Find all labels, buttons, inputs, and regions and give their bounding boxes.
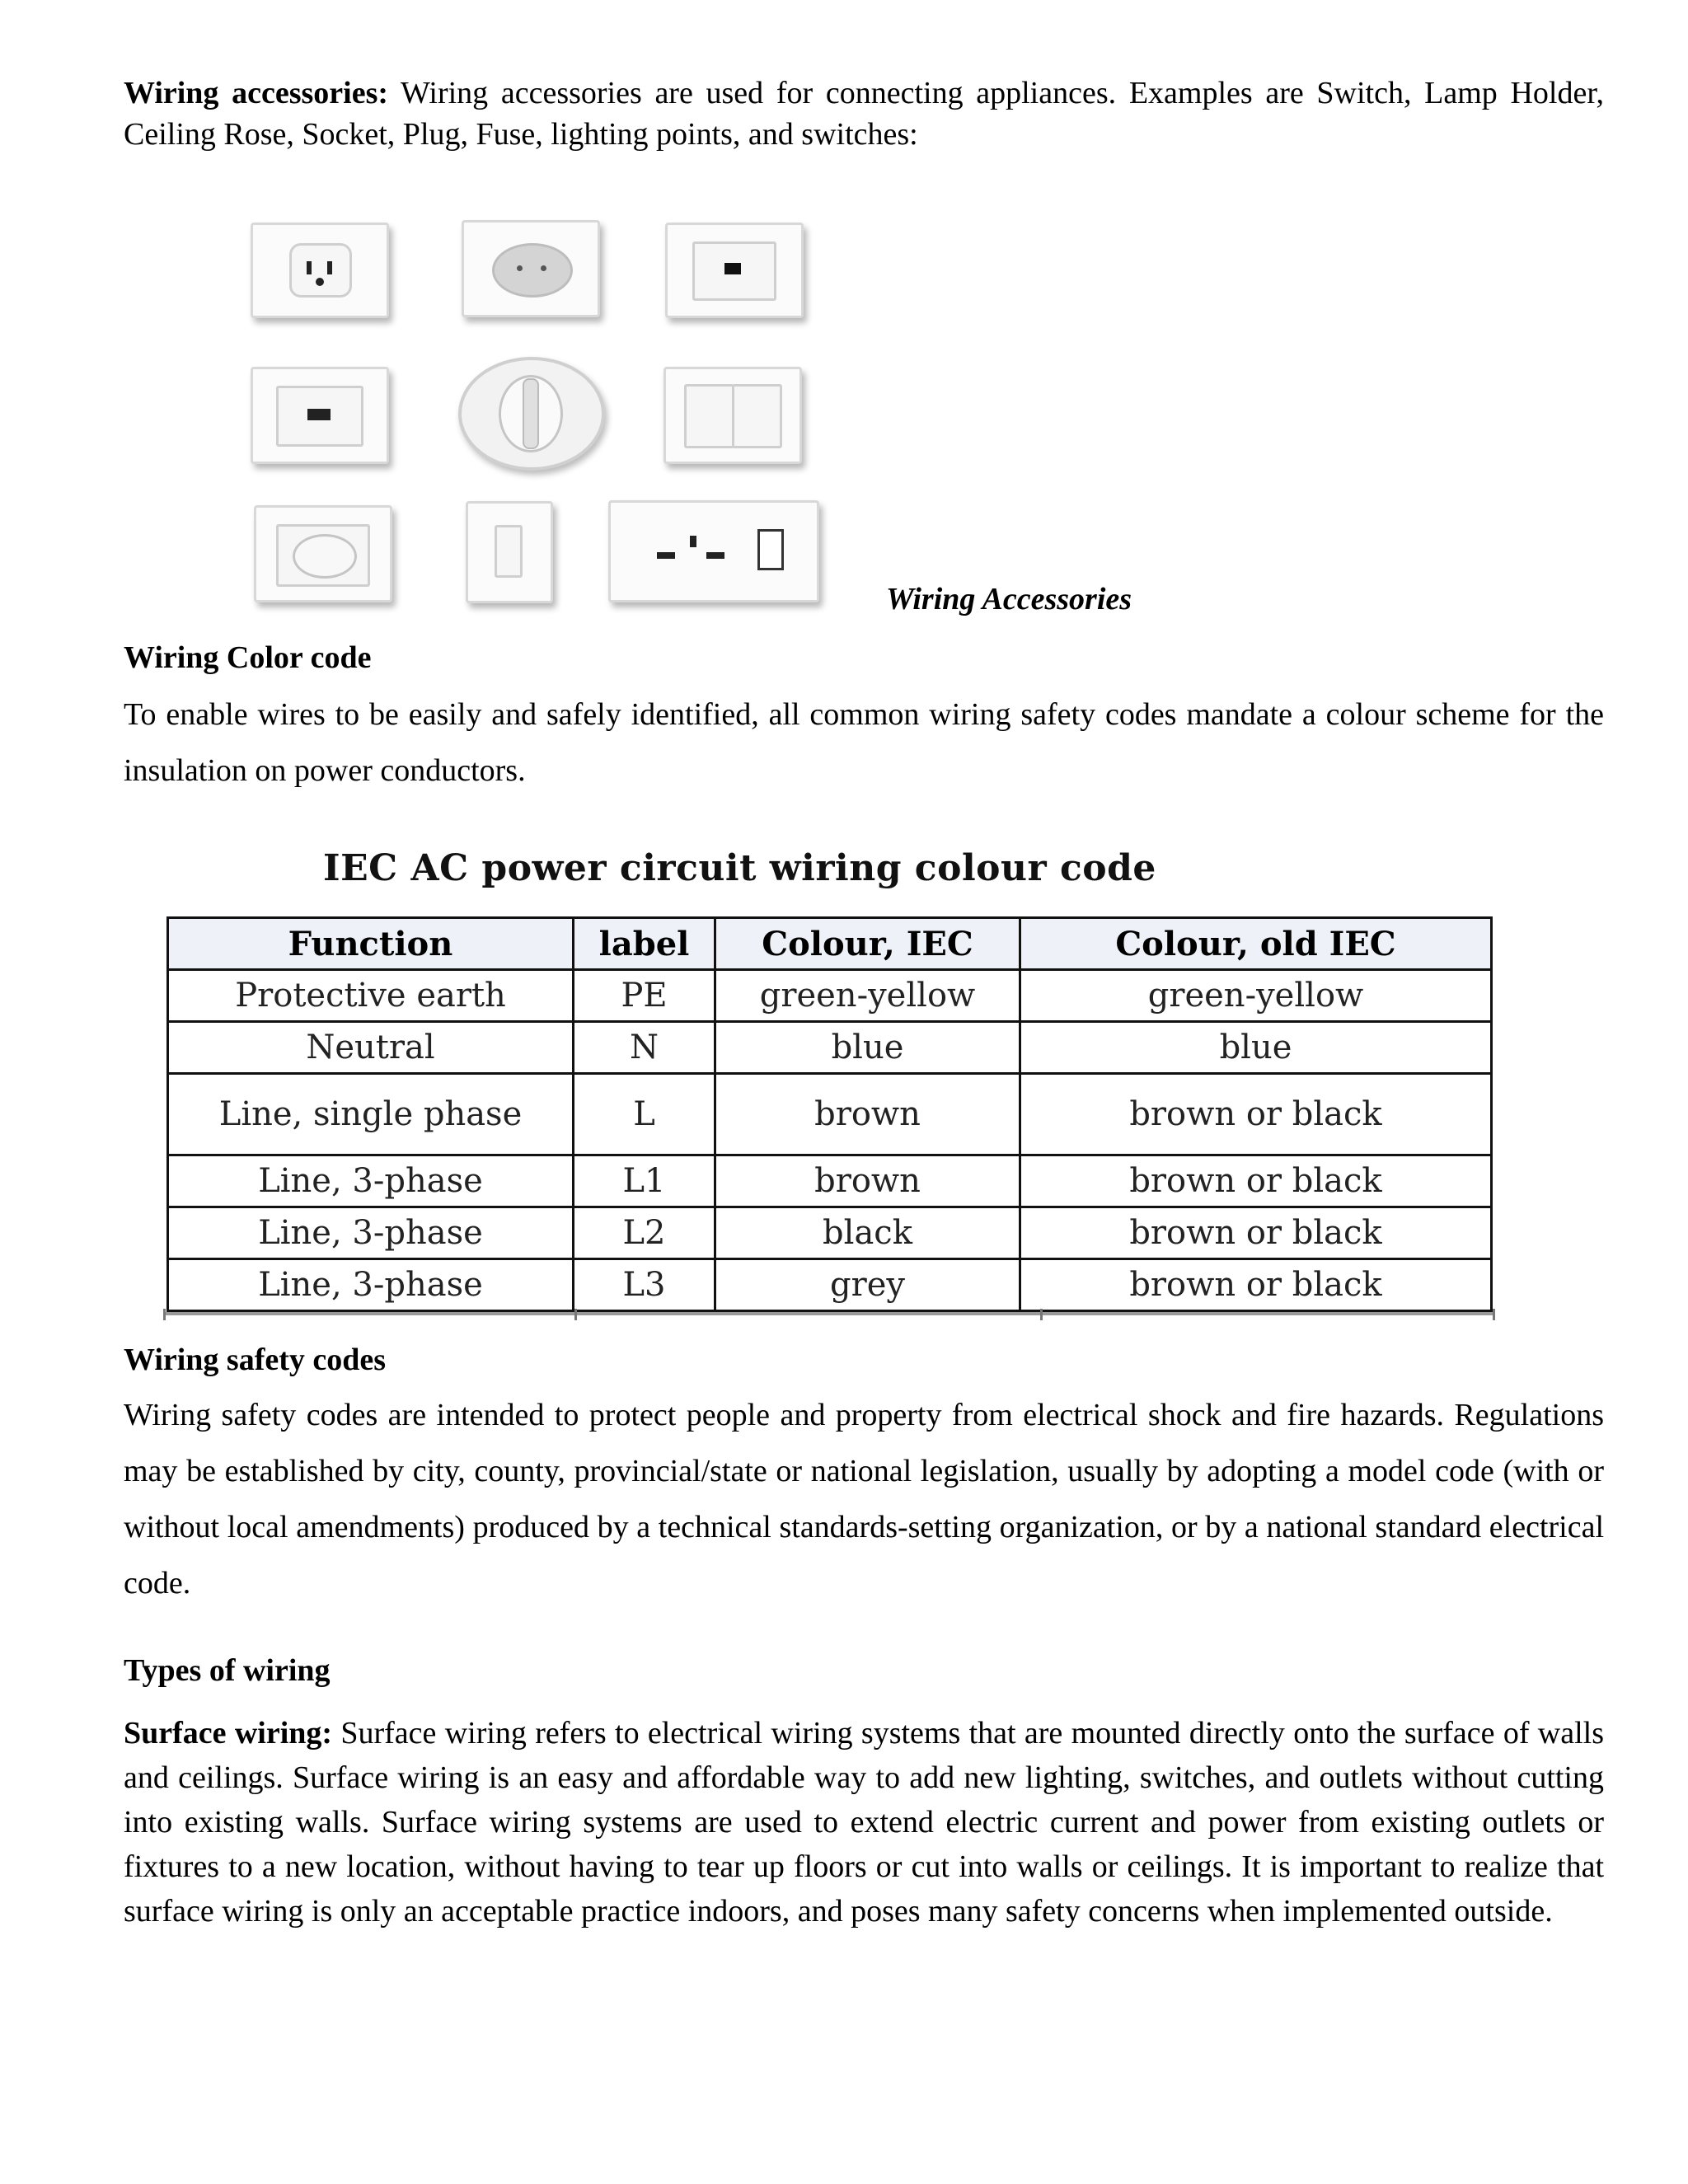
table-row <box>168 970 1492 1022</box>
table-cell: black <box>715 1207 1020 1259</box>
types-of-wiring-heading: Types of wiring <box>124 1653 331 1688</box>
round-button-switch-tile <box>254 505 392 602</box>
iec-table-title: IEC AC power circuit wiring colour code <box>323 847 1156 889</box>
double-switch-tile <box>663 367 802 464</box>
safety-codes-heading: Wiring safety codes <box>124 1343 387 1377</box>
table-cell: brown or black <box>1020 1155 1492 1207</box>
table-cell: PE <box>574 970 715 1022</box>
table-header-row <box>168 918 1492 970</box>
euro-socket-tile <box>462 220 600 317</box>
surface-wiring-paragraph <box>124 1711 1604 1933</box>
surface-wiring-heading: Surface wiring: <box>124 1716 333 1750</box>
intro-text: Wiring accessories are used for connecting appliances. Examples are Switch, Lamp Holder, Ceiling Rose, Socket, Plug, Fuse, lighting points, and switches: <box>124 76 1604 152</box>
uk-switched-socket-tile <box>608 500 819 602</box>
table-cell: L1 <box>574 1155 715 1207</box>
table-row <box>168 1259 1492 1311</box>
column-header-label: label <box>574 918 715 970</box>
table-bottom-rule <box>163 1312 1495 1315</box>
column-header-function: Function <box>168 918 574 970</box>
table-cell: brown or black <box>1020 1259 1492 1311</box>
figure-caption: Wiring Accessories <box>886 582 1132 616</box>
table-rule-tick <box>163 1309 166 1320</box>
rotary-dimmer-tile <box>458 357 605 471</box>
table-row <box>168 1074 1492 1155</box>
table-cell: Line, single phase <box>168 1074 574 1155</box>
table-cell: brown or black <box>1020 1207 1492 1259</box>
table-cell: grey <box>715 1259 1020 1311</box>
table-rule-tick <box>574 1309 577 1320</box>
color-code-heading: Wiring Color code <box>124 640 372 675</box>
table-cell: brown <box>715 1074 1020 1155</box>
table-cell: L2 <box>574 1207 715 1259</box>
table-cell: brown or black <box>1020 1074 1492 1155</box>
single-rocker-switch-tile <box>466 501 553 603</box>
table-cell: green-yellow <box>715 970 1020 1022</box>
table-cell: L <box>574 1074 715 1155</box>
table-rule-tick <box>1493 1309 1495 1320</box>
color-code-paragraph: To enable wires to be easily and safely identified, all common wiring safety codes mandate a colour scheme for the insulation on power conductors. <box>124 697 1604 788</box>
table-cell: Line, 3-phase <box>168 1155 574 1207</box>
table-row <box>168 1155 1492 1207</box>
ethernet-socket-tile <box>251 367 389 464</box>
table-rule-tick <box>1040 1309 1043 1320</box>
table-cell: Line, 3-phase <box>168 1259 574 1311</box>
table-cell: Line, 3-phase <box>168 1207 574 1259</box>
table-cell: green-yellow <box>1020 970 1492 1022</box>
table-cell: blue <box>1020 1022 1492 1074</box>
table-cell: brown <box>715 1155 1020 1207</box>
table-cell: blue <box>715 1022 1020 1074</box>
surface-wiring-text: Surface wiring refers to electrical wiring systems that are mounted directly onto the surface of walls and ceilings. Surface wiring is an easy and affordable way to add new lighting, switches, and outlets without cutting into existing walls. Surface wiring systems are used to extend electric current and power from existing outlets or fixtures to a new location, without having to tear up floors or cut into walls or ceilings. It is important to realize that surface wiring is only an acceptable practice indoors, and poses many safety concerns when implemented outside. <box>124 1716 1604 1929</box>
us-socket-tile <box>251 223 389 318</box>
wiring-accessories-image <box>239 210 832 606</box>
table-row <box>168 1207 1492 1259</box>
table-row <box>168 1022 1492 1074</box>
column-header-colour-iec: Colour, IEC <box>715 918 1020 970</box>
table-cell: L3 <box>574 1259 715 1311</box>
intro-heading: Wiring accessories: <box>124 76 389 110</box>
table-cell: Neutral <box>168 1022 574 1074</box>
table-cell: Protective earth <box>168 970 574 1022</box>
iec-colour-table <box>166 916 1493 1312</box>
data-socket-tile <box>665 223 804 318</box>
column-header-colour-old-iec: Colour, old IEC <box>1020 918 1492 970</box>
intro-paragraph <box>124 73 1604 155</box>
safety-codes-paragraph: Wiring safety codes are intended to protect people and property from electrical shock and fire hazards. Regulations may be established by city, county, provincial/state or national legislation, usually by adopting a model code (with or without local amendments) produced by a technical standards-setting organization, or by a national standard electrical code. <box>124 1398 1604 1601</box>
table-cell: N <box>574 1022 715 1074</box>
